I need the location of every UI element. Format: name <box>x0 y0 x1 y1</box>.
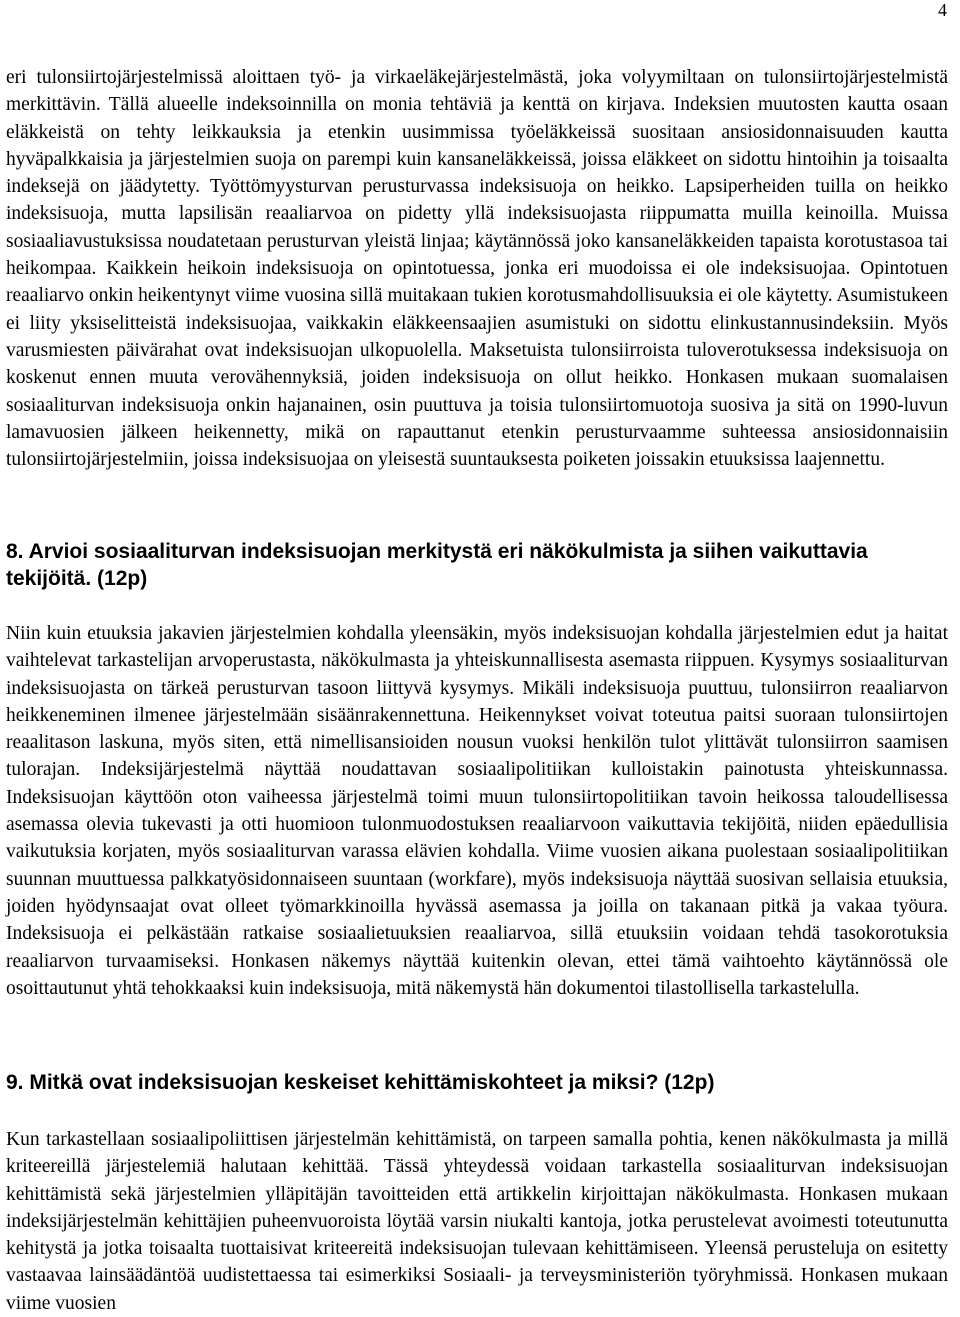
paragraph-section-8-container <box>6 620 948 1002</box>
page-number: 4 <box>938 0 947 20</box>
section-heading-9: 9. Mitkä ovat indeksisuojan keskeiset kehittämiskohteet ja miksi? (12p) <box>6 1071 715 1094</box>
paragraph-section-8: Niin kuin etuuksia jakavien järjestelmien kohdalla yleensäkin, myös indeksisuojan kohdalla järjestelmien edut ja haitat vaihtelevat tarkastelijan arvoperustasta, näkökulmasta ja yhteiskunnallisesta asemasta riippuen. Kysymys sosiaaliturvan indeksisuojasta on tärkeä perusturvan tasoon liittyvä kysymys. Mikäli indeksisuoja puuttuu, tulonsiirron reaaliarvon heikkeneminen ilmenee järjestelmään sisäänrakennettuna. Heikennykset voivat toteutua paitsi suoraan tulonsiirtojen reaalitason laskuna, myös siten, että nimellisansioiden nousun vuoksi henkilön tulot ylittävät tulonsiirron saamisen tulorajan. Indeksijärjestelmä näyttää noudattavan sosiaalipolitiikan kulloistakin painotusta yhteiskunnassa. Indeksisuojan käyttöön oton vaiheessa järjestelmä toimi muun tulonsiirtopolitiikan tavoin heikossa taloudellisessa asemassa olevia tukevasti ja otti huomioon tulonmuodostuksen reaaliarvoon vaikuttavia tekijöitä, niiden epäedullisia vaikutuksia korjaten, myös sosiaaliturvan varassa elävien kohdalla. Viime vuosien aikana puolestaan sosiaalipolitiikan suunnan muuttuessa palkkatyösidonnaiseen suuntaan (workfare), myös indeksisuoja näyttää suosivan sellaisia etuuksia, joiden hyödynsaajat ovat olleet työmarkkinoilla hyvässä asemassa ja joilla on takanaan pitkä ja vakaa työura. Indeksisuoja ei pelkästään ratkaise sosiaalietuuksien reaaliarvoa, sillä etuuksiin voidaan tehdä tasokorotuksia reaaliarvon turvaamiseksi. Honkasen näkemys näyttää kuitenkin olevan, ettei tämä vaihtoehto käytännössä ole osoittautunut yhtä tehokkaaksi kuin indeksisuoja, mitä näkemystä hän dokumentoi tilastollisella tarkastelulla. <box>6 623 948 999</box>
paragraph-intro-container <box>6 64 948 473</box>
paragraph-section-9: Kun tarkastellaan sosiaalipoliittisen järjestelmän kehittämistä, on tarpeen samalla pohtia, kenen näkökulmasta ja millä kriteereillä järjestelemiä halutaan kehittää. Tässä yhteydessä voidaan tarkastella sosiaaliturvan indeksisuojan kehittämistä sekä järjestelmien ylläpitäjän tavoitteiden että artikkelin kirjoittajan näkökulmasta. Honkasen mukaan indeksijärjestelmän kehittäjien puheenvuoroista löytää varsin niukalti kantoja, jotka perustelevat avoimesti toteutunutta kehitystä ja jotka toisaalta tuottaisivat kriteereitä indeksisuojan tulevaan kehittämiseen. Yleensä perusteluja on esitetty vastaavaa lainsäädäntöä uudistettaessa tai esimerkiksi Sosiaali- ja terveysministeriön työryhmissä. Honkasen mukaan viime vuosien <box>6 1129 948 1314</box>
paragraph-section-9-container <box>6 1126 948 1317</box>
paragraph-intro: eri tulonsiirtojärjestelmissä aloittaen työ- ja virkaeläkejärjestelmästä, joka volyymiltaan on tulonsiirtojärjestelmistä merkittävin. Tällä alueelle indeksoinnilla on monia tehtäviä ja kenttä on kirjava. Indeksien muutosten kautta osaan eläkkeistä on tehty leikkauksia ja etenkin uusimmissa työeläkkeissä suositaan ansiosidonnaisuuden kautta hyväpalkkaisia ja järjestelmien suoja on parempi kuin kansaneläkkeissä, joissa eläkkeet on sidottu hintoihin ja toisaalta indeksejä on jäädytetty. Työttömyysturvan perusturvassa indeksisuoja on heikko. Lapsiperheiden tuilla on heikko indeksisuoja, mutta lapsilisän reaaliarvoa on pidetty yllä indeksisuojasta riippumatta muilla keinoilla. Muissa sosiaaliavustuksissa noudatetaan perusturvan yleistä linjaa; käytännössä joko kansaneläkkeiden tapaista korotustasoa tai heikompaa. Kaikkein heikoin indeksisuoja on opintotuessa, jonka eri muodoissa ei ole indeksisuojaa. Opintotuen reaaliarvo onkin heikentynyt viime vuosina sillä muitakaan tukien korotusmahdollisuuksia ei ole käytetty. Asumistukeen ei liity yksiselitteistä indeksisuojaa, vaikkakin eläkkeensaajien asumistuki on sidottu elinkustannusindeksiin. Myös varusmiesten päivärahat ovat indeksisuojan ulkopuolella. Maksetuista tulonsiirroista tuloverotuksessa indeksisuoja on koskenut ennen muuta verovähennyksiä, joiden indeksisuoja on ollut heikko. Honkasen mukaan suomalaisen sosiaaliturvan indeksisuoja onkin hajanainen, osin puuttuva ja toisia tulonsiirtomuotoja suosiva ja sitä on 1990-luvun lamavuosien jälkeen heikennetty, mikä on rapauttanut etenkin perusturvaamme suhteessa ansiosidonnaisiin tulonsiirtojärjestelmiin, joissa indeksisuojaa on yleisestä suuntauksesta poiketen joissakin etuuksissa laajennettu. <box>6 67 948 471</box>
section-heading-8: 8. Arvioi sosiaaliturvan indeksisuojan merkitystä eri näkökulmista ja siihen vaikuttavia tekijöitä. (12p) <box>6 540 868 590</box>
